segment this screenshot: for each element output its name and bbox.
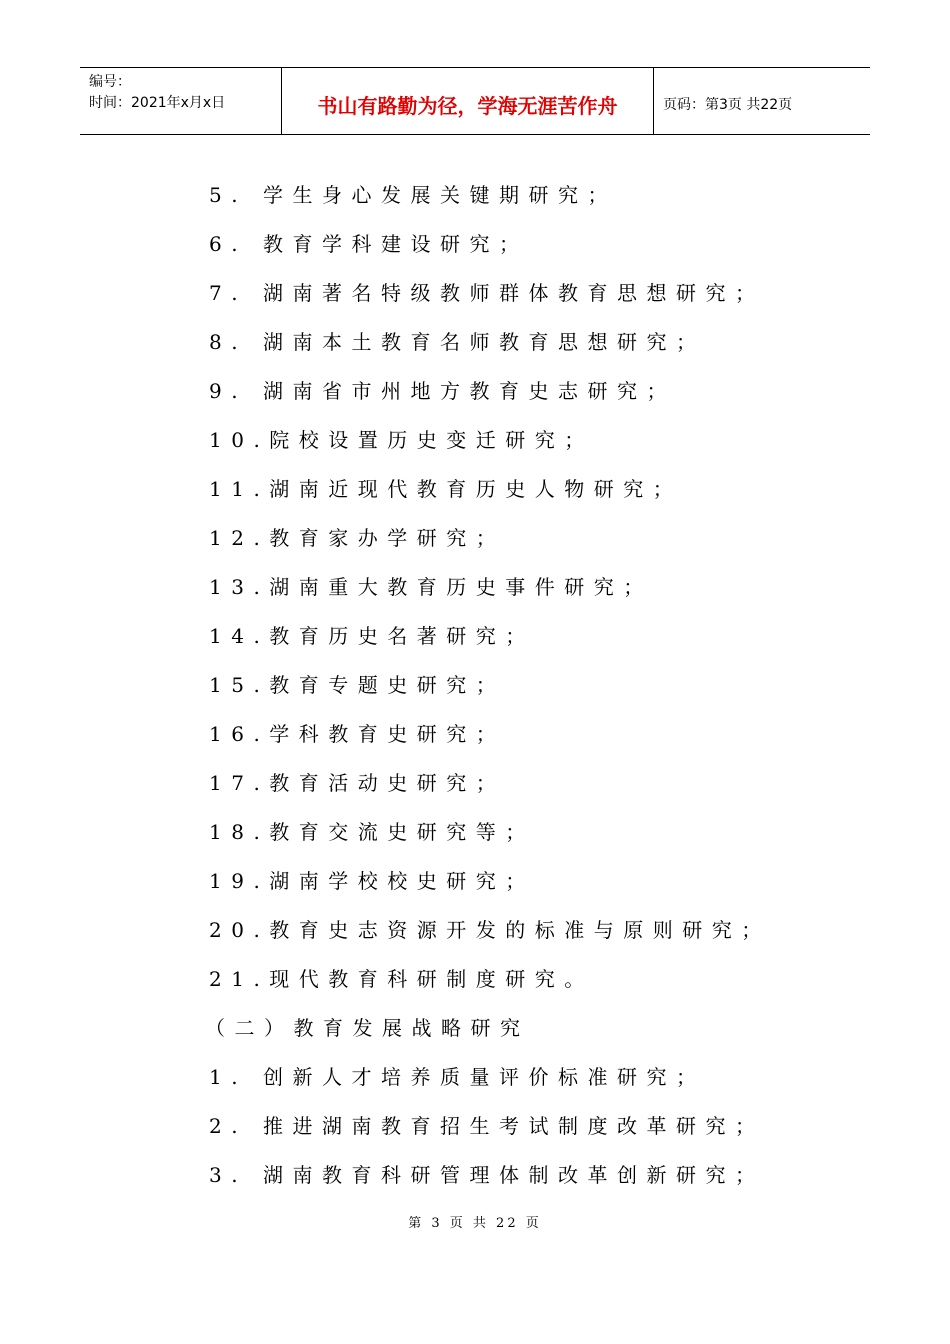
list-item: 17.教育活动史研究；	[209, 771, 506, 795]
list-item: 1. 创新人才培养质量评价标准研究；	[209, 1065, 706, 1089]
document-body	[205, 171, 869, 1200]
list-item: 15.教育专题史研究；	[209, 673, 506, 697]
page-header	[80, 67, 870, 135]
list-item: 10.院校设置历史变迁研究；	[209, 428, 594, 452]
list-item: 6. 教育学科建设研究；	[209, 232, 529, 256]
header-page-code: 页码：第3页 共22页	[663, 97, 793, 113]
list-item: 2. 推进湖南教育招生考试制度改革研究；	[209, 1114, 765, 1138]
list-item: 18.教育交流史研究等；	[209, 820, 535, 844]
list-item: 19.湖南学校校史研究；	[209, 869, 535, 893]
section-heading: （二）教育发展战略研究	[205, 1016, 530, 1040]
page-footer: 第 3 页 共 22 页	[408, 1216, 542, 1231]
list-item: 11.湖南近现代教育历史人物研究；	[209, 477, 683, 501]
list-item: 13.湖南重大教育历史事件研究；	[209, 575, 653, 599]
header-motto: 书山有路勤为径，学海无涯苦作舟	[281, 68, 654, 134]
list-item: 5. 学生身心发展关键期研究；	[209, 183, 617, 207]
list-item: 12.教育家办学研究；	[209, 526, 506, 550]
header-meta	[80, 68, 281, 134]
time-label: 时间：2021年x月x日	[89, 95, 226, 111]
list-item: 8. 湖南本土教育名师教育思想研究；	[209, 330, 706, 354]
list-item: 9. 湖南省市州地方教育史志研究；	[209, 379, 676, 403]
list-item: 3. 湖南教育科研管理体制改革创新研究；	[209, 1163, 765, 1187]
list-item: 20.教育史志资源开发的标准与原则研究；	[209, 918, 771, 942]
list-item: 14.教育历史名著研究；	[209, 624, 535, 648]
list-item: 7. 湖南著名特级教师群体教育思想研究；	[209, 281, 765, 305]
list-item: 16.学科教育史研究；	[209, 722, 506, 746]
number-label: 编号：	[89, 74, 131, 90]
list-item: 21.现代教育科研制度研究。	[209, 967, 594, 991]
